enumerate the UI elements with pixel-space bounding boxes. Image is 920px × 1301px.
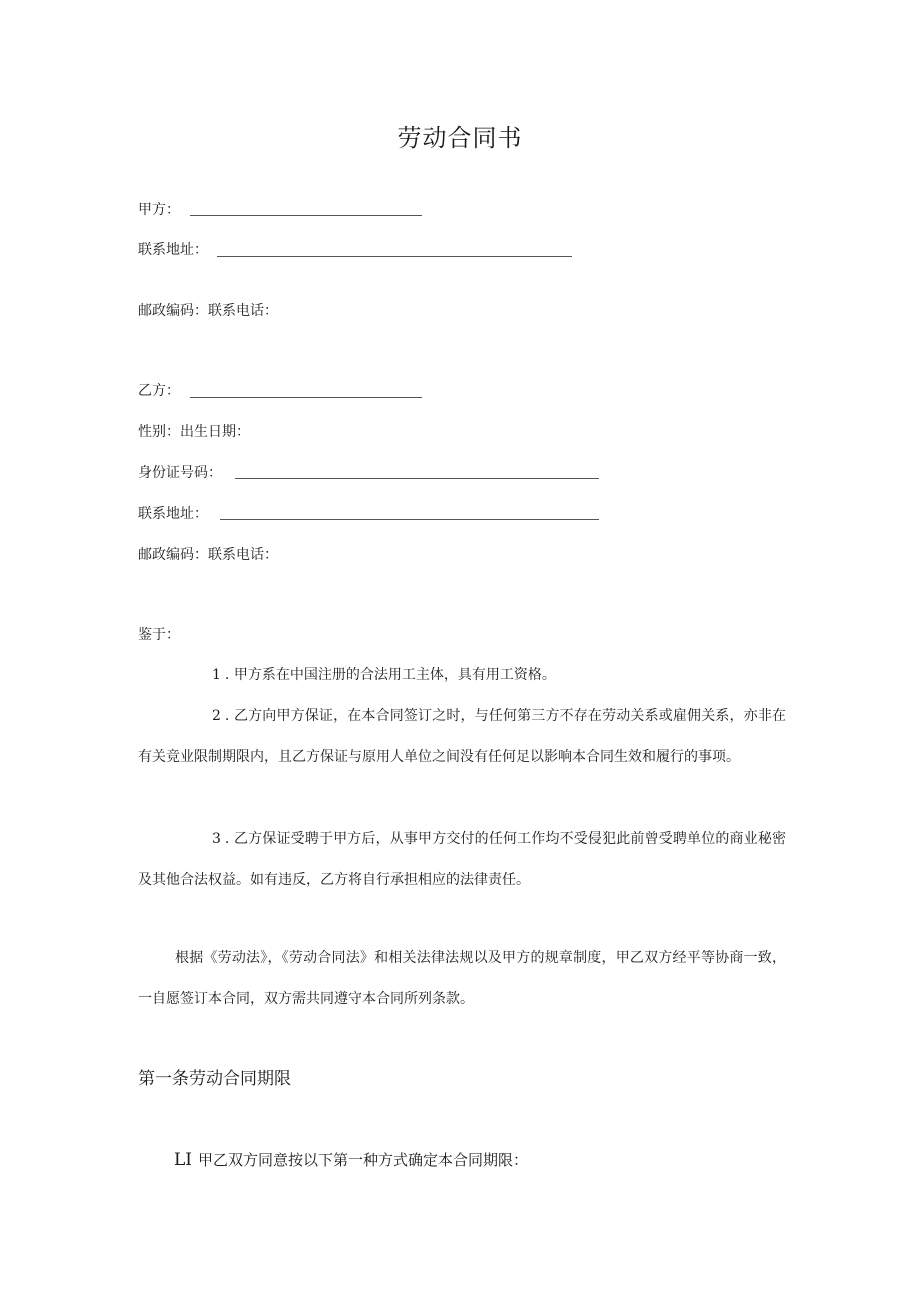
article-1-clause (174, 1150, 528, 1170)
party-a-blank-line (190, 215, 422, 216)
clause-text: 甲乙双方同意按以下第一种方式确定本合同期限： (198, 1151, 529, 1169)
party-b-address-label: 联系地址： (138, 506, 208, 522)
whereas-item-text: . 乙方保证受聘于甲方后，从事甲方交付的任何工作均不受侵犯此前曾受聘单位的商业秘密及其他合法权益。如有违反，乙方将自行承担相应的法律责任。 (138, 831, 786, 888)
whereas-item-number: 2 (212, 708, 221, 724)
whereas-item-number: 1 (212, 667, 221, 683)
party-a-address-blank-line (217, 256, 572, 257)
document-title: 劳动合同书 (397, 124, 523, 152)
party-a-address-label: 联系地址： (138, 242, 208, 258)
clause-number: LI (174, 1150, 193, 1170)
whereas-item-3 (138, 819, 786, 901)
whereas-item-text: . 甲方系在中国注册的合法用工主体，具有用工资格。 (224, 667, 556, 683)
party-b-gender-birth: 性别：出生日期： (138, 424, 250, 440)
party-b-id-label: 身份证号码： (138, 465, 222, 481)
party-b-address-blank-line (220, 519, 599, 520)
whereas-item-2 (138, 696, 786, 778)
whereas-item-1 (138, 655, 786, 696)
whereas-item-text: . 乙方向甲方保证，在本合同签订之时，与任何第三方不存在劳动关系或雇佣关系，亦非在有关竞业限制期限内，且乙方保证与原用人单位之间没有任何足以影响本合同生效和履行的事项。 (138, 708, 786, 765)
party-b-blank-line (190, 397, 422, 398)
article-1-heading: 第一条劳动合同期限 (138, 1069, 291, 1089)
party-b-label: 乙方： (138, 383, 180, 399)
whereas-item-number: 3 (212, 831, 221, 847)
party-a-label: 甲方： (138, 202, 180, 218)
whereas-heading: 鉴于： (138, 627, 180, 643)
party-b-id-blank-line (235, 478, 599, 479)
party-b-postal-phone: 邮政编码：联系电话： (138, 547, 278, 563)
basis-paragraph: 根据《劳动法》，《劳动合同法》和相关法律法规以及甲方的规章制度，甲乙双方经平等协商一致，一自愿签订本合同，双方需共同遵守本合同所列条款。 (138, 950, 786, 1007)
party-a-postal-phone: 邮政编码：联系电话： (138, 303, 278, 319)
